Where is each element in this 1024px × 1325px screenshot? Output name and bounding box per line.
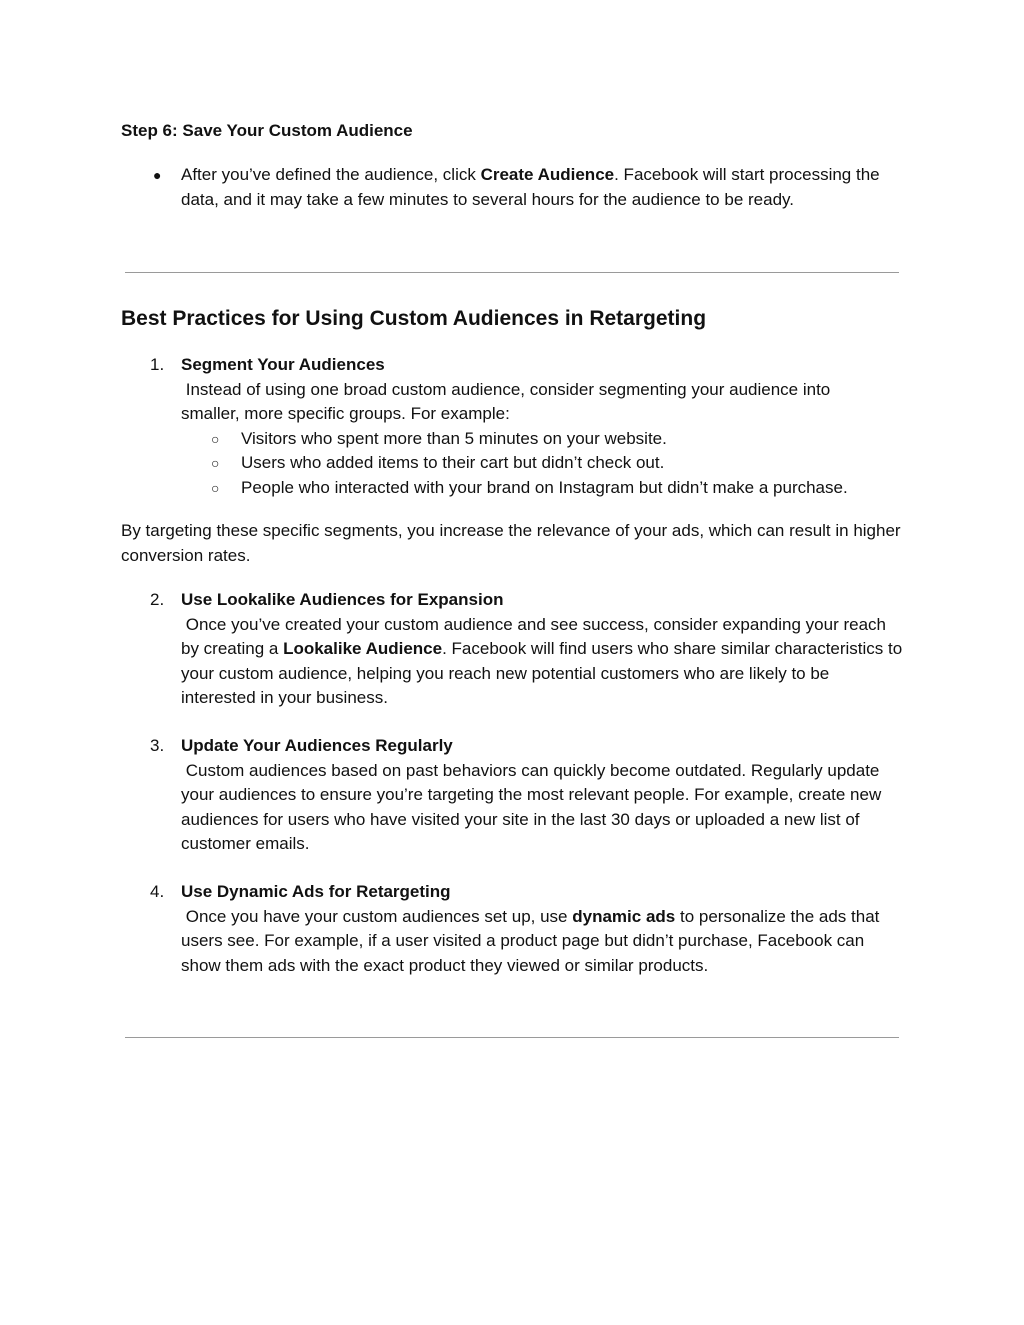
- list-item-body: Once you have your custom audiences set up, use dynamic ads to personalize the ads that users see. For example, if a user visited a product page but didn’t purchase, Facebook can show them ads with the exact product they viewed or similar products.: [181, 906, 885, 975]
- circle-bullet-icon: ○: [211, 455, 220, 471]
- section-title: Best Practices for Using Custom Audiences in Retargeting: [121, 307, 707, 330]
- create-audience-bold: Create Audience: [480, 165, 615, 184]
- sub-list-item: ○ People who interacted with your brand on Instagram but didn’t make a purchase.: [181, 476, 906, 501]
- horizontal-divider: [125, 1037, 899, 1038]
- list-item: [181, 588, 906, 711]
- sub-list-item: ○ Users who added items to their cart but didn’t check out.: [181, 451, 906, 476]
- list-item-body: Custom audiences based on past behaviors can quickly become outdated. Regularly update your audiences to ensure you’re targeting the most relevant people. For example, create new audiences for users who have visited your site in the last 30 days or uploaded a new list of customer emails.: [181, 760, 886, 853]
- list-number: 1.: [150, 355, 165, 374]
- list-item: [181, 353, 906, 500]
- circle-bullet-icon: ○: [211, 430, 220, 447]
- list-number: 4.: [150, 882, 165, 901]
- list-item: [181, 734, 906, 857]
- bullet-text: After you’ve defined the audience, click Create Audience. Facebook will start processing the data, and it may take a few minutes to several hours for the audience to be ready.: [181, 165, 880, 209]
- sub-list-item: ○ Visitors who spent more than 5 minutes on your website.: [181, 427, 906, 452]
- list-item-body: Once you’ve created your custom audience and see success, consider expanding your reach by creating a Lookalike Audience. Facebook will find users who share similar characteristics to your custom audience, helping you reach new potential customers who are likely to be interested in your business.: [181, 614, 907, 707]
- horizontal-divider: [125, 272, 899, 273]
- bullet-item: [121, 163, 911, 212]
- list-item-title: Use Lookalike Audiences for Expansion: [181, 590, 504, 609]
- list-number: 3.: [150, 736, 165, 755]
- lookalike-audience-bold: Lookalike Audience: [283, 639, 443, 658]
- list-item-title: Use Dynamic Ads for Retargeting: [181, 882, 451, 901]
- list-item: [181, 880, 906, 978]
- circle-bullet-icon: ○: [211, 479, 220, 496]
- step-heading: Step 6: Save Your Custom Audience: [121, 121, 413, 140]
- list-number: 2.: [150, 590, 165, 609]
- list-item-title: Update Your Audiences Regularly: [181, 736, 453, 755]
- list-item-title: Segment Your Audiences: [181, 355, 385, 374]
- body-paragraph: By targeting these specific segments, you increase the relevance of your ads, which can result in higher conversion rates.: [121, 521, 901, 565]
- bullet-dot-icon: ●: [153, 167, 162, 183]
- dynamic-ads-bold: dynamic ads: [572, 906, 676, 926]
- list-item-body: Instead of using one broad custom audience, consider segmenting your audience into smaller, more specific groups. For example:: [181, 379, 835, 423]
